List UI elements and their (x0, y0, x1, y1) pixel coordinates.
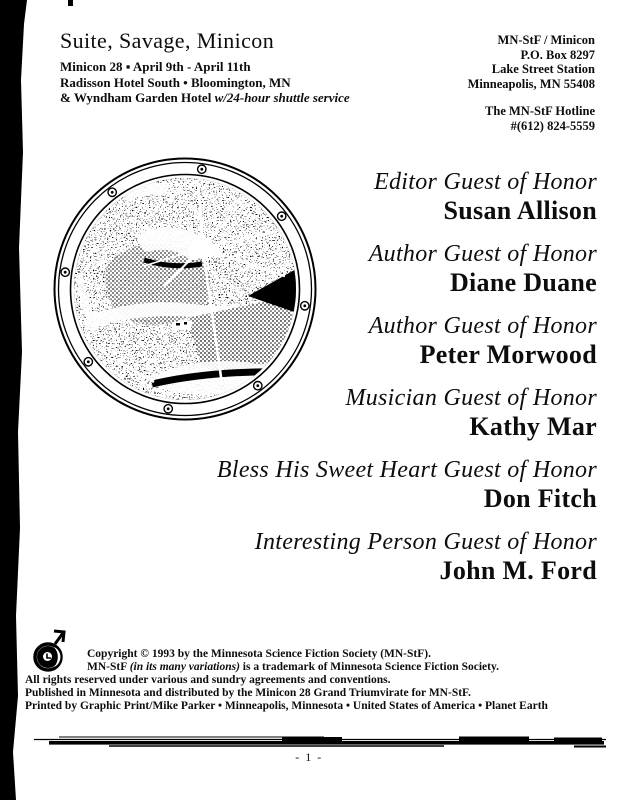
guest-entry (217, 312, 597, 370)
guest-name: John M. Ford (439, 556, 597, 585)
convention-dates: Minicon 28 ▪ April 9th - April 11th (60, 59, 251, 74)
guest-entry (217, 240, 597, 298)
copyright-line: Copyright © 1993 by the Minnesota Science Fiction Society (MN-StF). (87, 648, 431, 660)
guest-role: Author Guest of Honor (368, 313, 597, 339)
guest-name: Susan Allison (443, 196, 597, 225)
guest-name: Kathy Mar (469, 412, 597, 441)
trademark-line (87, 661, 600, 674)
mailing-address-block (468, 33, 595, 133)
convention-details (60, 59, 390, 106)
address-station: Lake Street Station (491, 62, 595, 76)
scan-artifact-left-strip (0, 0, 27, 800)
colophon (25, 648, 600, 713)
guest-role: Bless His Sweet Heart Guest of Honor (216, 457, 597, 483)
page-number: - 1 - (295, 750, 323, 764)
convention-title: Suite, Savage, Minicon (60, 28, 275, 53)
scan-artifact-bottom-rule (14, 735, 606, 749)
shuttle-service-note: w/24-hour shuttle service (214, 90, 350, 105)
hotel2-name: & Wyndham Garden Hotel (60, 90, 215, 105)
hotline-block (468, 104, 595, 133)
guest-role: Author Guest of Honor (368, 241, 597, 267)
hotline-label: The MN-StF Hotline (485, 104, 595, 118)
printed-line: Printed by Graphic Print/Mike Parker • Minneapolis, Minnesota • United States of America • Planet Earth (25, 700, 548, 712)
guest-entry (217, 456, 597, 514)
guest-entry (217, 384, 597, 442)
guest-role: Editor Guest of Honor (374, 169, 597, 195)
address-pobox: P.O. Box 8297 (520, 47, 595, 62)
address-org: MN-StF / Minicon (497, 33, 595, 47)
guest-role: Musician Guest of Honor (345, 385, 597, 411)
guest-entry (217, 528, 597, 586)
guest-name: Peter Morwood (419, 340, 597, 369)
trademark-post: is a trademark of Minnesota Science Fiction Society. (239, 661, 499, 673)
address-city: Minneapolis, MN 55408 (467, 76, 595, 91)
guest-role: Interesting Person Guest of Honor (254, 529, 597, 555)
guest-name: Diane Duane (449, 268, 597, 297)
guest-entry (217, 168, 597, 226)
trademark-pre: MN-StF (87, 661, 130, 673)
convention-hotel2-line (60, 90, 390, 106)
convention-hotel-line: Radisson Hotel South • Bloomington, MN (60, 74, 291, 90)
rights-line: All rights reserved under various and sundry agreements and conventions. (25, 674, 391, 686)
guest-name: Don Fitch (483, 484, 597, 513)
masthead (60, 28, 390, 106)
published-line: Published in Minnesota and distributed by the Minicon 28 Grand Triumvirate for MN-StF. (25, 687, 471, 699)
guest-of-honor-list (217, 168, 597, 600)
hotline-number: #(612) 824-5559 (510, 118, 595, 133)
trademark-italic: (in its many variations) (129, 661, 240, 673)
scan-artifact-top-tick (68, 0, 73, 6)
